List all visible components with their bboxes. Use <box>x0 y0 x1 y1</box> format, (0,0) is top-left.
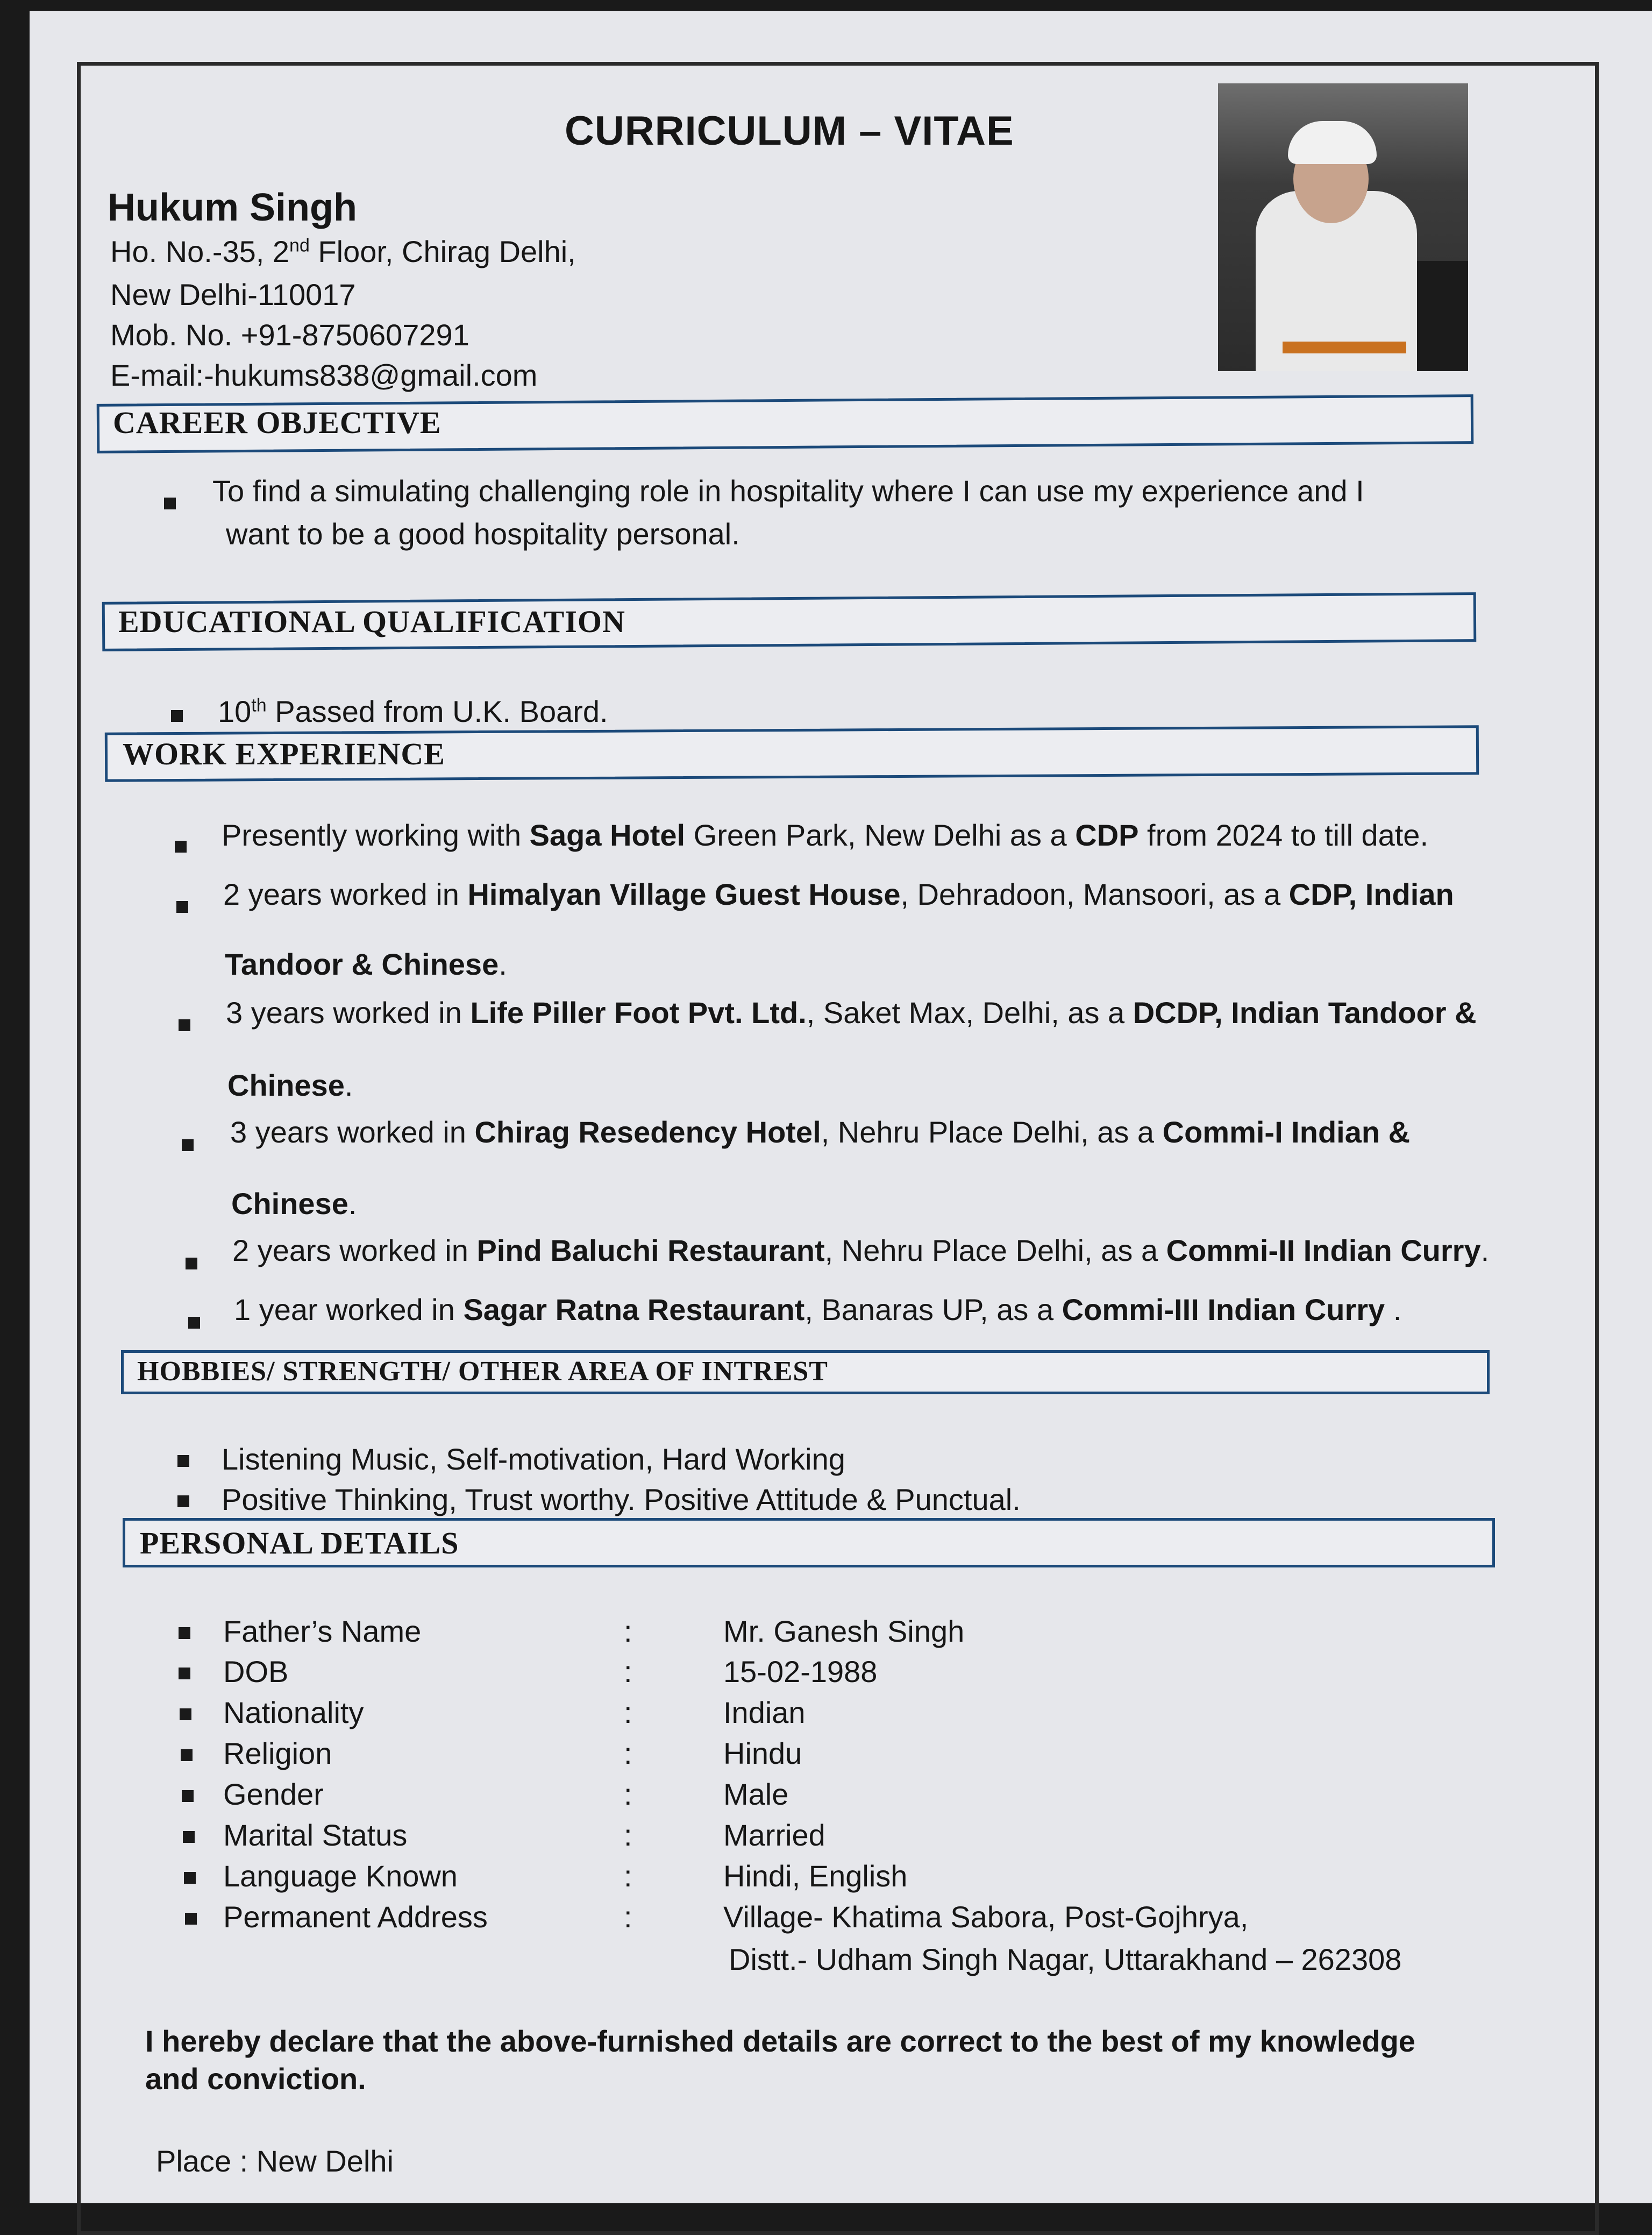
work-item-1: Presently working with Saga Hotel Green Park, New Delhi as a CDP from 2024 to till date. <box>222 818 1429 852</box>
pd-value-nationality: Indian <box>723 1695 806 1729</box>
bullet <box>183 1831 195 1843</box>
bullet <box>179 1627 190 1639</box>
hobby-item-1: Listening Music, Self-motivation, Hard Working <box>222 1442 845 1476</box>
work-item-2: 2 years worked in Himalyan Village Guest House, Dehradoon, Mansoori, as a CDP, Indian <box>223 877 1454 911</box>
pd-value-dob: 15-02-1988 <box>723 1655 878 1688</box>
candidate-name: Hukum Singh <box>108 186 357 229</box>
mobile-number: Mob. No. +91-8750607291 <box>110 318 469 352</box>
pd-colon: : <box>624 1695 632 1729</box>
bullet <box>184 1872 196 1884</box>
bullet <box>182 1139 194 1151</box>
bullet <box>164 498 176 509</box>
work-experience-heading: WORK EXPERIENCE <box>123 736 445 771</box>
bullet <box>182 1790 194 1802</box>
objective-line-2: want to be a good hospitality personal. <box>226 517 740 551</box>
pd-label-marital: Marital Status <box>223 1818 408 1852</box>
work-item-4: 3 years worked in Chirag Resedency Hotel, Nehru Place Delhi, as a Commi-I Indian & <box>230 1115 1411 1149</box>
address-line-2: New Delhi-110017 <box>110 278 356 311</box>
objective-line-1: To find a simulating challenging role in hospitality where I can use my experience and I <box>212 474 1364 508</box>
pd-label-religion: Religion <box>223 1736 332 1770</box>
declaration-text: I hereby declare that the above-furnished details are correct to the best of my knowledge and conviction. <box>145 2024 1415 2096</box>
pd-value-address-line-2: Distt.- Udham Singh Nagar, Uttarakhand – 262308 <box>729 1942 1402 1976</box>
work-item-4-continued: Chinese. <box>231 1187 357 1221</box>
pd-colon: : <box>624 1655 632 1688</box>
work-item-3-continued: Chinese. <box>227 1068 353 1102</box>
personal-details-heading: PERSONAL DETAILS <box>140 1526 459 1560</box>
photo-apron-band <box>1283 342 1406 353</box>
pd-colon: : <box>624 1818 632 1852</box>
pd-colon: : <box>624 1614 632 1648</box>
hobbies-heading: HOBBIES/ STRENGTH/ OTHER AREA OF INTREST <box>137 1356 828 1387</box>
bullet <box>179 1668 190 1679</box>
profile-photo <box>1218 83 1468 371</box>
education-heading: EDUCATIONAL QUALIFICATION <box>118 604 625 639</box>
pd-value-address: Village- Khatima Sabora, Post-Gojhrya, <box>723 1900 1249 1934</box>
pd-value-marital: Married <box>723 1818 825 1852</box>
pd-label-address: Permanent Address <box>223 1900 488 1934</box>
pd-value-gender: Male <box>723 1777 789 1811</box>
pd-colon: : <box>624 1777 632 1811</box>
career-objective-heading: CAREER OBJECTIVE <box>113 405 442 440</box>
hobby-item-2: Positive Thinking, Trust worthy. Positive Attitude & Punctual. <box>222 1482 1021 1516</box>
address-line-1: Ho. No.-35, 2nd Floor, Chirag Delhi, <box>110 235 576 268</box>
work-item-2-continued: Tandoor & Chinese. <box>225 947 507 981</box>
pd-label-father: Father’s Name <box>223 1614 422 1648</box>
pd-colon: : <box>624 1900 632 1934</box>
education-item: 10th Passed from U.K. Board. <box>218 694 608 728</box>
email-address: E-mail:-hukums838@gmail.com <box>110 358 538 392</box>
work-item-6: 1 year worked in Sagar Ratna Restaurant, Banaras UP, as a Commi-III Indian Curry . <box>234 1293 1402 1326</box>
pd-colon: : <box>624 1859 632 1893</box>
place-line: Place : New Delhi <box>156 2144 394 2178</box>
bullet <box>186 1258 197 1269</box>
work-item-3: 3 years worked in Life Piller Foot Pvt. Ltd., Saket Max, Delhi, as a DCDP, Indian Tandoor & <box>226 996 1477 1030</box>
pd-colon: : <box>624 1736 632 1770</box>
pd-label-language: Language Known <box>223 1859 458 1893</box>
pd-label-dob: DOB <box>223 1655 289 1688</box>
bullet <box>185 1913 197 1925</box>
bullet <box>179 1019 190 1031</box>
pd-value-language: Hindi, English <box>723 1859 908 1893</box>
document-title: CURRICULUM – VITAE <box>565 108 1014 154</box>
pd-value-father: Mr. Ganesh Singh <box>723 1614 965 1648</box>
bullet <box>171 710 183 722</box>
pd-label-nationality: Nationality <box>223 1695 364 1729</box>
work-item-5: 2 years worked in Pind Baluchi Restaurant, Nehru Place Delhi, as a Commi-II Indian Curry. <box>232 1233 1490 1267</box>
bullet <box>188 1317 200 1329</box>
bullet <box>181 1749 193 1761</box>
bullet <box>180 1708 191 1720</box>
bullet <box>176 901 188 913</box>
pd-value-religion: Hindu <box>723 1736 802 1770</box>
bullet <box>175 841 187 853</box>
bullet <box>177 1495 189 1507</box>
pd-label-gender: Gender <box>223 1777 324 1811</box>
photo-hairnet <box>1288 121 1377 164</box>
bullet <box>177 1455 189 1467</box>
